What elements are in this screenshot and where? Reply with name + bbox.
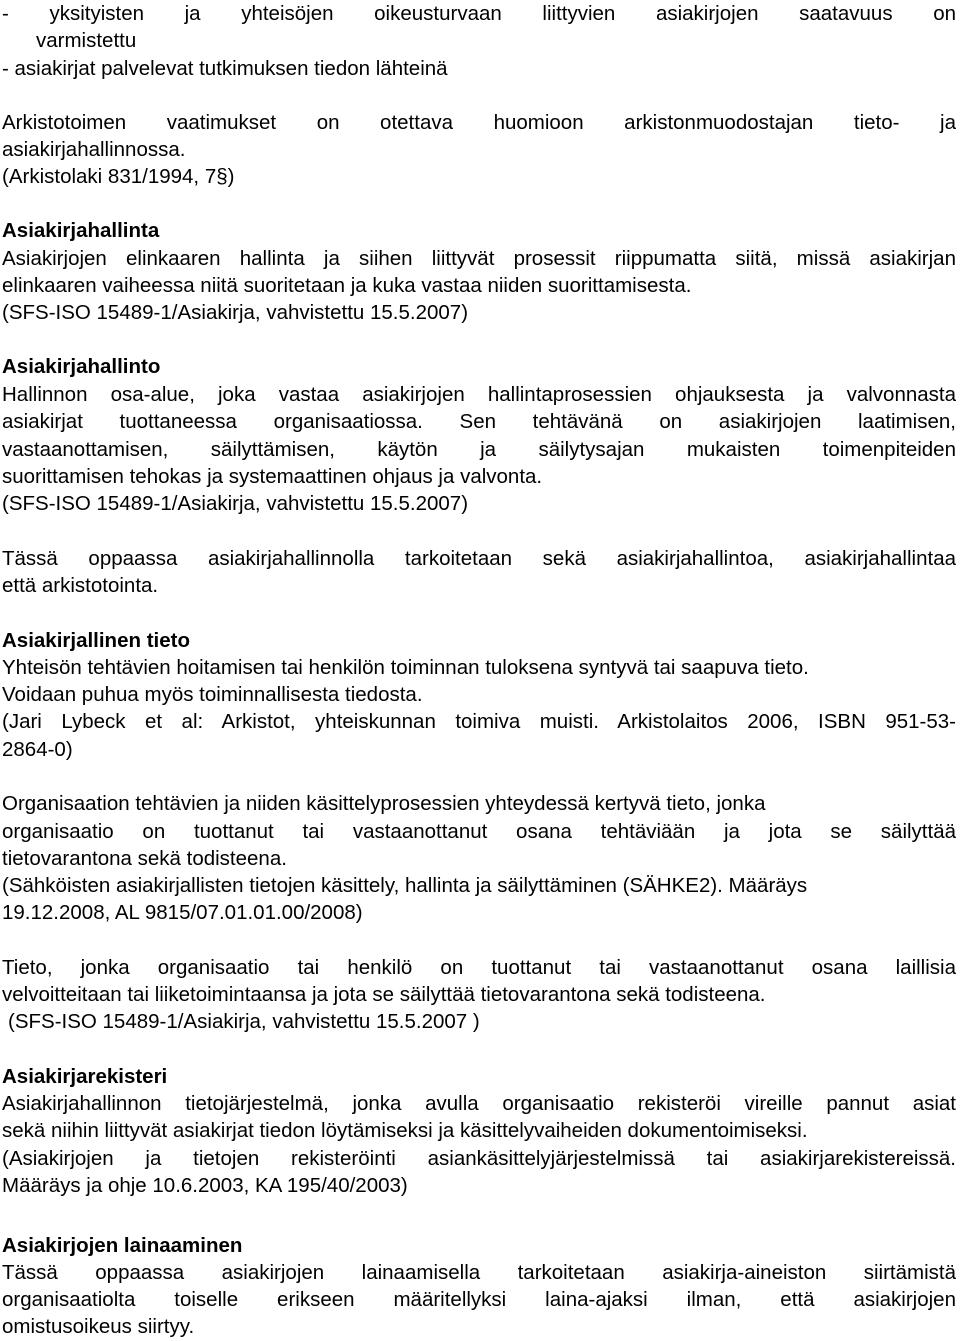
- citation-arkistolaki: (Arkistolaki 831/1994, 7§): [2, 165, 235, 188]
- citation-rekisterointi-cont: Määräys ja ohje 10.6.2003, KA 195/40/2003): [2, 1174, 408, 1197]
- paragraph-organisaatio-line: organisaatio on tuottanut tai vastaanottanut osana tehtäviään ja jota se säilyttää: [2, 820, 956, 843]
- citation-sfs-iso: (SFS-ISO 15489-1/Asiakirja, vahvistettu 15.5.2007 ): [8, 1010, 480, 1033]
- definition-line: Yhteisön tehtävien hoitamisen tai henkilön toiminnan tuloksena syntyvä tai saapuva tieto.: [2, 656, 809, 679]
- heading-asiakirjallinen-tieto: Asiakirjallinen tieto: [2, 629, 190, 652]
- paragraph-arkistotoimi-line: asiakirjahallinnossa.: [2, 138, 186, 161]
- definition-line: organisaatiolta toiselle erikseen määritellyksi laina-ajaksi ilman, että asiakirjojen: [2, 1288, 956, 1311]
- list-item-oikeusturva: - yksityisten ja yhteisöjen oikeusturvaan liittyvien asiakirjojen saatavuus on: [2, 2, 956, 25]
- heading-asiakirjahallinta: Asiakirjahallinta: [2, 219, 160, 242]
- definition-line: asiakirjat tuottaneessa organisaatiossa. Sen tehtävänä on asiakirjojen laatimisen,: [2, 410, 956, 433]
- paragraph-arkistotoimi-line: Arkistotoimen vaatimukset on otettava huomioon arkistonmuodostajan tieto- ja: [2, 111, 956, 134]
- heading-asiakirjahallinto: Asiakirjahallinto: [2, 355, 161, 378]
- list-item-oikeusturva-cont: varmistettu: [36, 29, 137, 52]
- citation-sahke2: (Sähköisten asiakirjallisten tietojen käsittely, hallinta ja säilyttäminen (SÄHKE2). Määräys: [2, 874, 808, 897]
- paragraph-tieto-line: Tieto, jonka organisaatio tai henkilö on tuottanut tai vastaanottanut osana laillisia: [2, 956, 956, 979]
- citation-lybeck-cont: 2864-0): [2, 738, 73, 761]
- heading-asiakirjojen-lainaaminen: Asiakirjojen lainaaminen: [2, 1234, 243, 1257]
- definition-line: Asiakirjojen elinkaaren hallinta ja siihen liittyvät prosessit riippumatta siitä, missä asiakirjan: [2, 247, 956, 270]
- definition-line: Hallinnon osa-alue, joka vastaa asiakirjojen hallintaprosessien ohjauksesta ja valvonnasta: [2, 383, 956, 406]
- paragraph-organisaatio-line: Organisaation tehtävien ja niiden käsittelyprosessien yhteydessä kertyvä tieto, jonka: [2, 792, 766, 815]
- citation-sfs-iso: (SFS-ISO 15489-1/Asiakirja, vahvistettu 15.5.2007): [2, 492, 469, 515]
- definition-line: elinkaaren vaiheessa niitä suoritetaan ja kuka vastaa niiden suorittamisesta.: [2, 274, 692, 297]
- paragraph-organisaatio-line: tietovarantona sekä todisteena.: [2, 847, 287, 870]
- definition-line: Asiakirjahallinnon tietojärjestelmä, jonka avulla organisaatio rekisteröi vireille pannut asiat: [2, 1092, 956, 1115]
- definition-line: vastaanottamisen, säilyttämisen, käytön ja säilytysajan mukaisten toimenpiteiden: [2, 438, 956, 461]
- citation-sahke2-cont: 19.12.2008, AL 9815/07.01.01.00/2008): [2, 901, 363, 924]
- definition-line: omistusoikeus siirtyy.: [2, 1315, 195, 1338]
- definition-line: sekä niihin liittyvät asiakirjat tiedon löytämiseksi ja käsittelyvaiheiden dokumentoimiseksi.: [2, 1119, 808, 1142]
- definition-line: Voidaan puhua myös toiminnallisesta tiedosta.: [2, 683, 423, 706]
- definition-line: Tässä oppaassa asiakirjojen lainaamisella tarkoitetaan asiakirja-aineiston siirtämistä: [2, 1261, 956, 1284]
- citation-sfs-iso: (SFS-ISO 15489-1/Asiakirja, vahvistettu 15.5.2007): [2, 301, 469, 324]
- definition-line: suorittamisen tehokas ja systemaattinen ohjaus ja valvonta.: [2, 465, 543, 488]
- list-item-tutkimus: - asiakirjat palvelevat tutkimuksen tiedon lähteinä: [2, 57, 448, 80]
- citation-rekisterointi: (Asiakirjojen ja tietojen rekisteröinti asiankäsittelyjärjestelmissä tai asiakirjarekistereissä.: [2, 1147, 956, 1170]
- paragraph-tieto-line: velvoitteitaan tai liiketoimintaansa ja jota se säilyttää tietovarantona sekä todisteena.: [2, 983, 766, 1006]
- citation-lybeck: (Jari Lybeck et al: Arkistot, yhteiskunnan toimiva muisti. Arkistolaitos 2006, ISBN 951-53-: [2, 710, 956, 733]
- paragraph-oppaassa-line: että arkistotointa.: [2, 574, 159, 597]
- paragraph-oppaassa-line: Tässä oppaassa asiakirjahallinnolla tarkoitetaan sekä asiakirjahallintoa, asiakirjahallintaa: [2, 547, 956, 570]
- heading-asiakirjarekisteri: Asiakirjarekisteri: [2, 1065, 168, 1088]
